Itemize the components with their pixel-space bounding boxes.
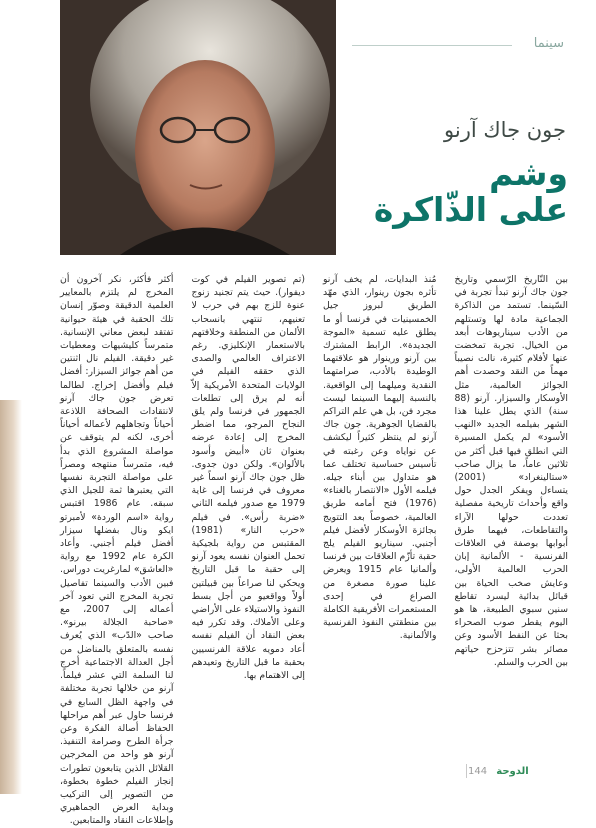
- body-column-2: [323, 273, 437, 768]
- headline-line-1: وشم: [489, 154, 568, 193]
- page-footer: [468, 766, 529, 777]
- section-rule: [352, 45, 512, 46]
- director-portrait: [60, 0, 336, 255]
- director-name: جون جاك آرنو: [444, 118, 566, 142]
- body-text: بين التّاريخ الرّسمي وتاريخ جون جاك آرنو تبدأ تجربة في السّينما. تستمد من الذاكرة الجماعية مادة لها وتستلهم من الأدب سيناريوهات أبعد من الخيال. تجربة تمخضت عنها لأفلام كثيرة، نالت نصيباً مهماً من النقد وحصدت أهم الجوائز العالمية، مثل الأوسكار والسيزار. آرنو (88 سنة) الذي يطل علينا هذا الشهر بفيلمه الجديد «النهب الأسود» لم يكمل المسيرة التي انطلق فيها قبل أكثر من ثلاثين عاماً، ما يزال صاحب «ستالينغراد» (2001) يتساءل ويفكر الجدل حول واقع وأحداث تاريخية مفصلية تعددت حولها الآراء والتقاطعات، فيهما طرق أبوابها بوصفة في العلاقات الفرنسية - الألمانية إبان الحرب العالمية الأولى، وعايش صخب الحياة بين قبائل بدائية ليسرد تقاطع سنين سبوي الطبيعة، ها هو اليوم يقطر صوب الصحراء بحثا عن النفط الأسود وعن مصائر بشر تتزحزح حياتهم بين الحرب والسلم.: [454, 274, 568, 668]
- body-text: مُنذ البدايات، لم يخف آرنو تأثره بجون رينوار، الذي مهّد الطريق لبروز جيل الخمسينيات في فرنسا أو ما يطلق عليه تسمية «الموجة الجديدة». الرابط المشترك بين آرنو ورينوار هو علاقتهما الوطيدة بالأدب، صرامتهما النقدية وميلهما إلى الواقعية. بالنسبة إليهما السينما ليست مجرد فن، بل هي علم التراكم بالقضايا الجوهرية. جون جاك آرنو لم ينتظر كثيراً ليكشف عن نواياه وعن رغبته في تأسيس حساسية تختلف عما هو متداول بين أبناء جيله. فيلمه الأول «الانتصار بالغناء» (1976) فتح أمامه طريق العالمية، خصوصاً بعد التتويج بجائزة الأوسكار لأفضل فيلم أجنبي. سيناريو الفيلم يلج حقبة تأزّم العلاقات بين فرنسا وألمانيا عام 1915 ويعرض علينا صورة مصغرة من الصراع في إحدى المستعمرات الأفريقية الكاملة بين منطقتي النفوذ الفرنسية والألمانية.: [323, 274, 437, 642]
- adjacent-page-image: [0, 400, 22, 794]
- section-label: سينما: [533, 36, 564, 51]
- footer-divider: [466, 764, 467, 778]
- headline-line-2: على الذّاكرة: [373, 190, 568, 229]
- page-number: 144: [468, 766, 488, 777]
- body-column-3: [192, 273, 306, 768]
- article-headline: [358, 156, 568, 228]
- body-text: (تم تصوير الفيلم في كوت ديفوار). حيث يتم تجنيد زنوج عنوة للزج بهم في حرب لا تعنيهم، تنتهي بانسحاب الألمان من المنطقة وخلافتهم بالاستعمار الإنكليزي. رغم الاعتراف العالمي والصدى الذي حققه الفيلم في الولايات المتحدة الأمريكية إلاّ أنه لم يرق إلى تطلعات الجمهور في فرنسا ولم يلق النجاح المرجو، مما اضطر المخرج إلى إعادة عرضه بعنوان ثان «أبيض وأسود بالألوان». ولكن دون جدوى. ظل جون جاك آرنو اسماً غير معروف في فرنسا إلى غاية 1979 مع صدور فيلمه الثاني «ضربة رأس». في فيلم «حرب النار» (1981) المقتبس من رواية بلجيكية تحمل العنوان نفسه يعود آرنو إلى حقبة ما قبل التاريخ ويحكي لنا صراعاً بين قبيلتين أولاً وواقعيو من أجل بسط النفوذ والاستيلاء على الأراضي وعلى الأملاك. وقد تكرر فيه بعض النقاد أن الفيلم نفسه أعاد دمويه علاقة الفرنسيين بحقبة ما قبل التاريخ وتعيدهم إلى الاهتمام بها.: [191, 274, 305, 682]
- body-column-4: [60, 273, 174, 827]
- magazine-name: الدوحة: [496, 766, 529, 777]
- body-column-1: [455, 273, 569, 768]
- body-text: أكثر فأكثر، نكر آخرون أن المخرج لم يلتزم بالمعايير العلمية الدقيقة وصوّر إنسان تلك الحقبة في هيئة حيوانية تفتقد لبعض معاني الإنسانية. متمرساً كليشيهات ومعطيات غير دقيقة. الفيلم نال اثنتين من أهم جوائز السيزار: أفضل فيلم وأفضل إخراج. لطالما تعرض جون جاك آرنو لانتقادات الصحافة اللاذعة أحياناً وتجاهلهم لأعماله أحياناً أخرى، لكنه لم يتوقف عن مواصلة المشروع الذي بدأ فيه، متمرساً منتهجه ومصراً على مواصلة التجربة نفسها التي يعتبرها ثمة للجيل الذي سبقه. عام 1986 اقتبس رواية «اسم الوردة» لأمبرتو ايكو ونال بفضلها سيزار أفضل فيلم أجنبي. وأعاد الكرة عام 1992 مع رواية «العاشق» لمارغريت دوراس. فبين الأدب والسينما تفاصيل تجربة المخرج التي تعود آخر أعماله إلى 2007، مع «صاحبة الجلالة بيرنو». صاحب «الدّب» الذي يُعرف نفسه بالمتعلق بالمناضل من أجل العدالة الاجتماعية أخرج لنا السلمة التي عشر فيلماً. آرنو من خلالها تجربة مختلفة في واجهة الظل السابع في فرنسا حاول عبر أهم مراحلها الحفاظ أصالة الفكرة وعن جرأة الطرح وصرامة التنفيذ. آرنو هو واحد من المخرجين القلائل الذين يتابعون تطورات إنجاز الفيلم خطوة بخطوة، من التصوير إلى التركيب وبداية العرض الجماهيري وإطلاعات النقاد والمتابعين.: [60, 274, 174, 827]
